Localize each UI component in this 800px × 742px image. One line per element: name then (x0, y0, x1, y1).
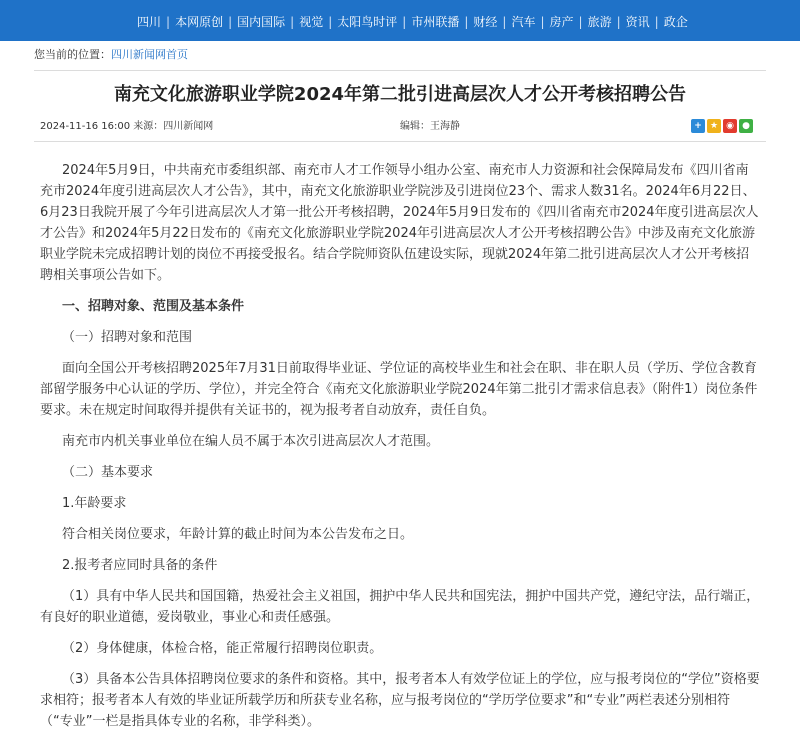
subsection-heading: （二）基本要求 (62, 465, 154, 480)
nav-link-9[interactable]: 旅游 (587, 15, 612, 29)
breadcrumb-divider (34, 70, 766, 71)
nav-link-3[interactable]: 视觉 (299, 15, 324, 29)
nav-separator: | (228, 15, 233, 29)
paragraph-recruitment-scope: 面向全国公开考核招聘2025年7月31日前取得毕业证、学位证的高校毕业生和社会在职、非在职人员（学历、学位含教育部留学服务中心认证的学历、学位），并完全符合《南充文化旅游职业学院2024年第二批引才需求信息表》（附件1）岗位条件要求。未在规定时间取得并提供有关证书的，视为报考者自动放弃，责任自负。 (40, 361, 758, 418)
nav-separator: | (540, 15, 545, 29)
qzone-icon[interactable]: ★ (707, 119, 721, 133)
nav-link-0[interactable]: 四川 (137, 15, 162, 29)
nav-separator: | (616, 15, 621, 29)
article-editor: 编辑：王海静 (400, 121, 460, 132)
nav-separator: | (502, 15, 507, 29)
nav-link-8[interactable]: 房产 (549, 15, 574, 29)
meta-divider (34, 141, 766, 142)
nav-link-7[interactable]: 汽车 (511, 15, 536, 29)
section-heading-1: 一、招聘对象、范围及基本条件 (62, 299, 245, 314)
breadcrumb-prefix: 您当前的位置： (34, 48, 111, 61)
nav-links (137, 14, 688, 30)
breadcrumb-home-link[interactable]: 四川新闻网首页 (111, 48, 188, 61)
article-title: 南充文化旅游职业学院2024年第二批引进高层次人才公开考核招聘公告 (113, 84, 687, 105)
paragraph-intro: 2024年5月9日，中共南充市委组织部、南充市人才工作领导小组办公室、南充市人力资源和社会保障局发布《四川省南充市2024年度引进高层次人才公告》，其中，南充文化旅游职业学院涉及引进岗位23个、需求人数31名。2024年6月22日、6月23日我院开展了今年引进高层次人才第一批公开考核招聘，2024年5月9日发布的《四川省南充市2024年度引进高层次人才公告》和2024年5月22日发布的《南充文化旅游职业学院2024年引进高层次人才公开考核招聘公告》中涉及南充文化旅游职业学院未完成招聘计划的岗位不再接受报名。结合学院师资队伍建设实际，现就2024年第二批引进高层次人才公开考核招聘相关事项公告如下。 (40, 163, 759, 283)
nav-link-4[interactable]: 太阳鸟时评 (337, 15, 398, 29)
paragraph-condition-2: （2）身体健康，体检合格，能正常履行招聘岗位职责。 (62, 641, 383, 656)
nav-link-10[interactable]: 资讯 (625, 15, 650, 29)
paragraph-exclusion: 南充市内机关事业单位在编人员不属于本次引进高层次人才范围。 (62, 434, 440, 449)
nav-separator: | (166, 15, 171, 29)
nav-link-6[interactable]: 财经 (473, 15, 498, 29)
item-heading: 2.报考者应同时具备的条件 (62, 558, 218, 573)
nav-separator: | (290, 15, 295, 29)
wechat-icon[interactable]: ● (739, 119, 753, 133)
weibo-icon[interactable]: ◉ (723, 119, 737, 133)
paragraph-condition-3: （3）具备本公告具体招聘岗位要求的条件和资格。其中，报考者本人有效学位证上的学位，应与报考岗位的“学位”资格要求相符；报考者本人有效的毕业证所载学历和所获专业名称，应与报考岗位的“学历学位要求”和“专业”两栏表述分别相符（“专业”一栏是指具体专业的名称，非学科类）。 (40, 672, 760, 729)
item-heading: 1.年龄要求 (62, 496, 127, 511)
nav-link-11[interactable]: 政企 (663, 15, 688, 29)
share-plus-icon[interactable]: + (691, 119, 705, 133)
paragraph-age: 符合相关岗位要求，年龄计算的截止时间为本公告发布之日。 (62, 527, 414, 542)
breadcrumb (34, 48, 188, 62)
article-meta: 2024-11-16 16:00 来源：四川新闻网 (40, 121, 214, 132)
nav-link-5[interactable]: 市州联播 (411, 15, 460, 29)
nav-link-1[interactable]: 本网原创 (175, 15, 224, 29)
nav-separator: | (402, 15, 407, 29)
nav-separator: | (464, 15, 469, 29)
article-body (40, 160, 760, 742)
subsection-heading: （一）招聘对象和范围 (62, 330, 193, 345)
nav-link-2[interactable]: 国内国际 (237, 15, 286, 29)
nav-separator: | (654, 15, 659, 29)
nav-separator: | (578, 15, 583, 29)
share-toolbar (691, 119, 753, 133)
top-navigation-bar (0, 0, 800, 41)
nav-separator: | (328, 15, 333, 29)
paragraph-condition-1: （1）具有中华人民共和国国籍，热爱社会主义祖国，拥护中华人民共和国宪法，拥护中国共产党，遵纪守法，品行端正，有良好的职业道德，爱岗敬业，事业心和责任感强。 (40, 589, 760, 625)
